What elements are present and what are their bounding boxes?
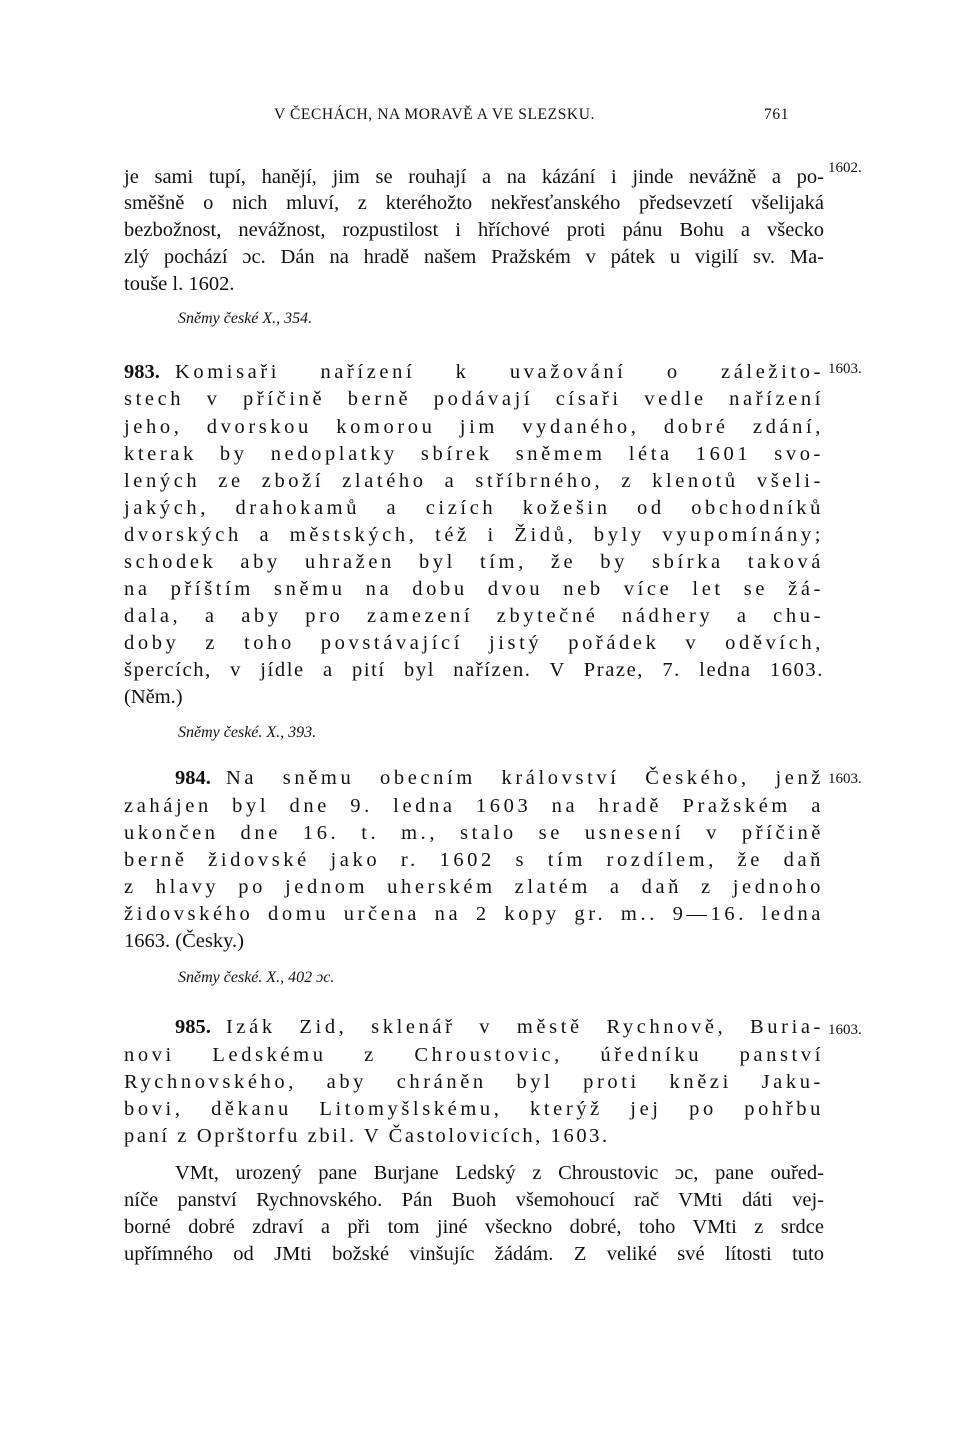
text-line: jakých, drahokamů a cizích kožešin od obchodníků [124, 497, 824, 519]
text-line: z hlavy po jednom uherském zlatém a daň z jednoho [124, 876, 824, 898]
text-line: zlý pochází ɔc. Dán na hradě našem Pražském v pátek u vigilí sv. Ma- [124, 246, 824, 268]
text-line: níče panství Rychnovského. Pán Buoh všemohoucí rač VMti dáti vej- [124, 1189, 824, 1211]
text-line: bezbožnost, nevážnost, rozpustilost i hříchové proti pánu Bohu a všecko [124, 219, 824, 241]
margin-year: 1603. [828, 1022, 862, 1038]
text-line: Izák Zid, sklenář v městě Rychnově, Buria- [226, 1016, 824, 1038]
margin-year: 1602. [828, 160, 862, 176]
source-citation: Sněmy české. X., 402 ɔc. [178, 969, 335, 986]
text-line: ukončen dne 16. t. m., stalo se usnesení v příčině [124, 822, 824, 844]
text-line: židovského domu určena na 2 kopy gr. m.. 9—16. ledna [124, 903, 824, 925]
text-line: dala, a aby pro zamezení zbytečné nádhery a chu- [124, 605, 824, 627]
text-line: Rychnovského, aby chráněn byl proti knězi Jaku- [124, 1071, 824, 1093]
text-line: (Něm.) [124, 686, 183, 708]
entry-number: 983. [124, 361, 160, 383]
text-line: kterak by nedoplatky sbírek sněmem léta 1601 svo- [124, 443, 824, 465]
text-line: VMt, urozený pane Burjane Ledský z Chroustovic ɔc, pane ouřed- [175, 1162, 824, 1184]
text-line: touše l. 1602. [124, 273, 235, 295]
text-line: lených ze zboží zlatého a stříbrného, z klenotů všeli- [124, 470, 824, 492]
margin-year: 1603. [828, 361, 862, 377]
text-line: stech v příčině berně podávají císaři vedle nařízení [124, 388, 824, 410]
text-line: novi Ledskému z Chroustovic, úředníku panství [124, 1044, 824, 1066]
text-line: Na sněmu obecním království Českého, jenž [226, 767, 824, 789]
running-title: V ČECHÁCH, NA MORAVĚ A VE SLEZSKU. [274, 106, 595, 123]
text-line: směšně o nich mluví, z kteréhožto nekřesťanského předsevzetí všelijaká [124, 192, 824, 214]
text-line: dvorských a městských, též i Židů, byly vyupomínány; [124, 524, 824, 546]
text-line: špercích, v jídle a pití byl nařízen. V Praze, 7. ledna 1603. [124, 659, 824, 681]
margin-year: 1603. [828, 771, 862, 787]
text-line: 1663. (Česky.) [124, 930, 244, 952]
entry-number: 985. [175, 1016, 211, 1038]
text-line: je sami tupí, hanějí, jim se rouhají a na kázání i jinde nevážně a po- [124, 166, 824, 188]
text-line: berně židovské jako r. 1602 s tím rozdílem, že daň [124, 849, 824, 871]
text-line: schodek aby uhražen byl tím, že by sbírka taková [124, 551, 824, 573]
text-line: na příštím sněmu na dobu dvou neb více let se žá- [124, 578, 824, 600]
text-line: doby z toho povstávající jistý pořádek v oděvích, [124, 632, 824, 654]
entry-number: 984. [175, 767, 211, 789]
text-line: upřímného od JMti božské vinšujíc žádám. Z veliké své lítosti tuto [124, 1243, 824, 1265]
text-line: Komisaři nařízení k uvažování o záležito- [175, 361, 824, 383]
source-citation: Sněmy české. X., 393. [178, 724, 317, 741]
text-line: zahájen byl dne 9. ledna 1603 na hradě Pražském a [124, 795, 824, 817]
text-line: jeho, dvorskou komorou jim vydaného, dobré zdání, [124, 416, 824, 438]
text-line: borné dobré zdraví a při tom jiné všeckno dobré, toho VMti z srdce [124, 1216, 824, 1238]
text-line: paní z Oprštorfu zbil. V Častolovicích, 1603. [124, 1125, 610, 1147]
text-line: bovi, děkanu Litomyšlskému, kterýž jej po pohřbu [124, 1098, 824, 1120]
source-citation: Sněmy české X., 354. [178, 310, 313, 327]
page-number: 761 [764, 106, 790, 123]
